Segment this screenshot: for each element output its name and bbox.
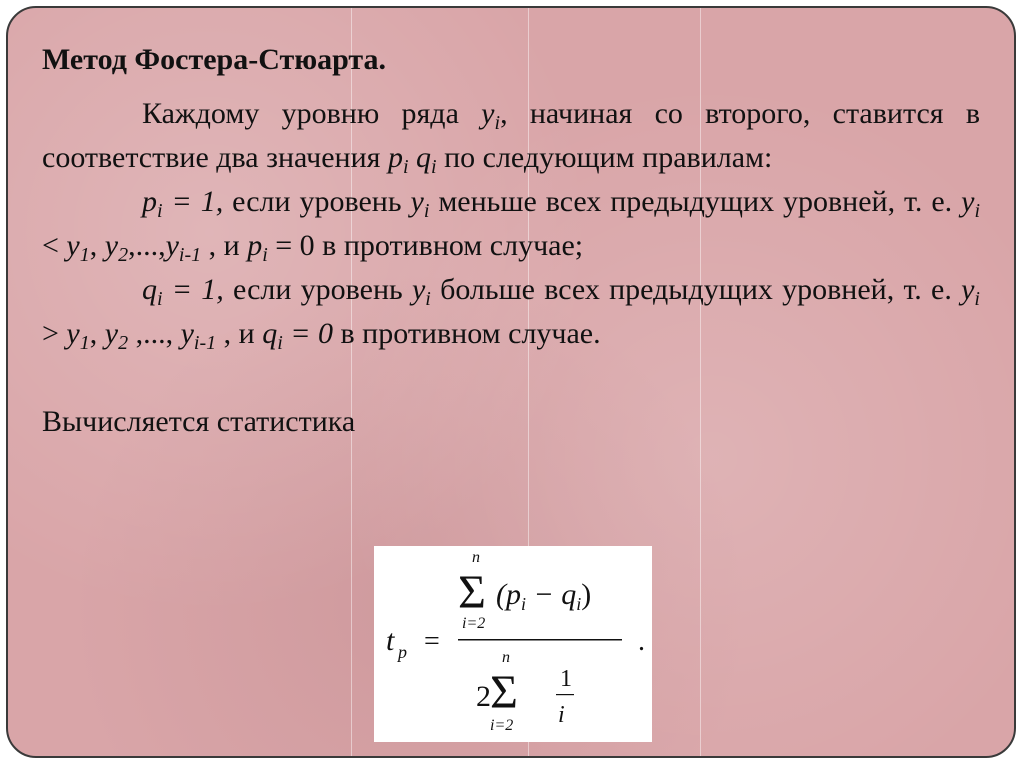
intro-text: по следующим правилам: [436,141,773,174]
rule-text: , [89,317,105,350]
den-frac-den: i [558,702,565,728]
sub-1: 1 [79,332,90,354]
var-p: p [142,185,157,218]
sub-i: i [277,332,283,354]
var-y: y [481,97,495,130]
rule-text: если уровень [223,273,412,306]
var-q: q [142,273,157,306]
num-sum-bottom: i=2 [462,615,486,632]
sub-i: i [974,200,980,222]
var-y: y [410,185,424,218]
den-frac-num: 1 [560,666,572,692]
var-p: p [387,141,403,174]
var-p: p [247,229,263,262]
rule-text: = 0 [282,317,333,350]
var-y: y [961,273,975,306]
var-y: y [961,185,975,218]
formula-image [374,546,652,742]
sub-i: i [423,200,430,222]
sub-1: 1 [79,244,90,266]
sub-i: i [425,288,431,310]
sub-2: 2 [118,332,129,354]
rule-text: если уровень [223,185,411,218]
rule-text: = 1, [162,185,224,218]
var-y: y [180,317,194,350]
rule-text: = 1, [162,273,224,306]
sub-i: i [494,112,501,134]
sub-i: i [157,288,163,310]
formula-lhs: t [386,624,395,657]
var-y: y [411,273,426,306]
sigma-icon: Σ [490,666,518,719]
sub-i: i [157,200,163,222]
spacer [42,356,980,400]
rule-text: ,..., [128,229,166,262]
num-expr: $(p_i - q_i)$ [496,578,592,614]
sigma-icon: Σ [458,566,486,619]
intro-text: Каждому уровню ряда [142,97,482,130]
rule-p-paragraph [42,180,980,268]
rule-text: ,..., [128,317,181,350]
slide-title: Метод Фостера-Стюарта. [42,43,387,76]
formula-svg [374,546,652,742]
var-y: y [104,229,119,262]
sub-i: i [402,156,409,178]
intro-paragraph [42,92,980,180]
sub-i-minus-1: i-1 [193,332,217,354]
slide-content [42,38,980,444]
num-sum-top: n [472,549,480,566]
rule-text: , [89,229,105,262]
intro-text: , начиная со второго, ставится в соответствие два значения [42,97,980,174]
sub-2: 2 [118,244,129,266]
compute-statement: Вычисляется статистика [42,405,356,438]
slide [6,6,1016,758]
rule-text: > [42,317,67,350]
var-y: y [66,229,80,262]
var-q: q [416,141,432,174]
formula-dot: . [638,626,645,657]
rule-text: < [42,229,67,262]
sub-i: i [974,288,980,310]
den-sum-top: n [502,649,510,666]
rule-text: , и [201,229,248,262]
small-fraction-bar [556,694,574,695]
rule-text: больше всех предыдущих уровней, т. е. [430,273,962,306]
rule-q-paragraph [42,268,980,356]
var-q: q [262,317,278,350]
var-y: y [66,317,80,350]
sub-i: i [262,244,268,266]
sub-i-minus-1: i-1 [178,244,202,266]
formula-equals: = [424,626,440,657]
rule-text: , и [216,317,263,350]
den-sum-bottom: i=2 [490,717,514,734]
fraction-bar [458,639,622,641]
var-y: y [104,317,119,350]
rule-text: = 0 в противном случае; [267,229,584,262]
sub-i: i [431,156,437,178]
rule-text: меньше всех предыдущих уровней, т. е. [429,185,962,218]
den-coef: 2 [476,680,491,713]
var-y: y [165,229,179,262]
formula-lhs-sub: p [398,642,407,662]
rule-text: в противном случае. [333,317,601,350]
